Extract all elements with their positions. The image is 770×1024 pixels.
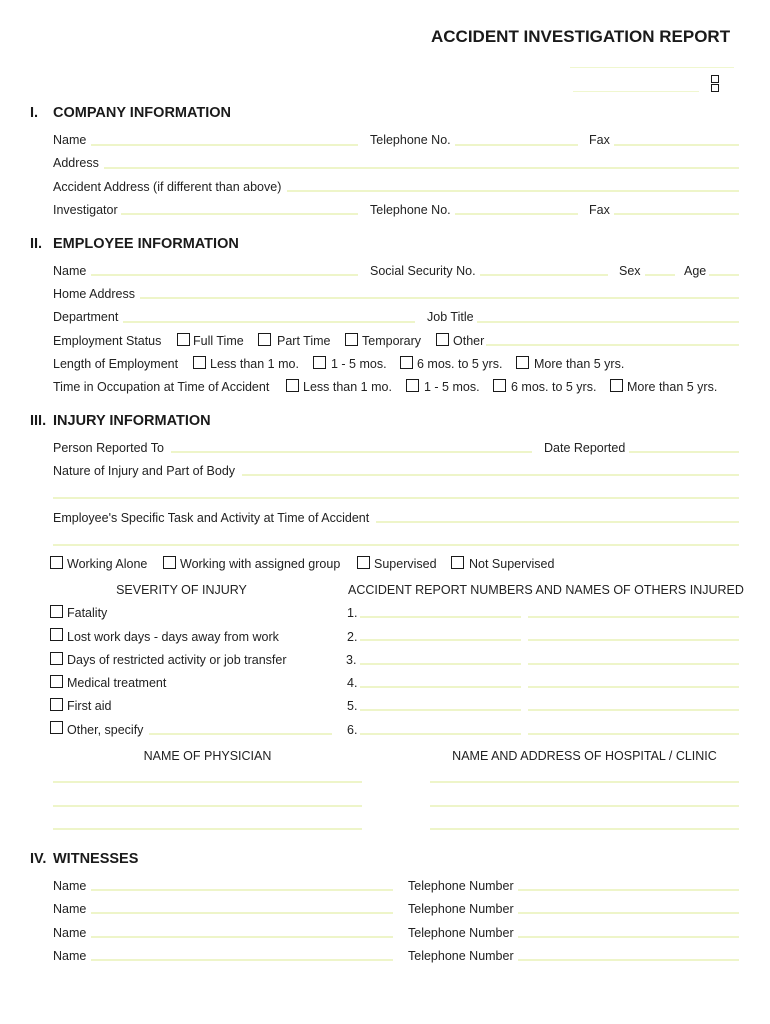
specific-task-field[interactable] [376,522,739,523]
witness-name-field-2[interactable] [91,913,393,914]
severity-heading: SEVERITY OF INJURY [116,583,247,597]
accident-address-field[interactable] [287,191,739,192]
row-number: 5. [347,699,358,713]
option-other: Other [453,334,485,348]
checkbox-part-time[interactable] [258,333,271,346]
witness-phone-field-2[interactable] [518,913,739,914]
report-number-field-2[interactable] [360,640,521,641]
company-fax-label: Fax [589,133,610,147]
option-occupation-less-1mo: Less than 1 mo. [303,380,392,394]
specific-task-label: Employee's Specific Task and Activity at Time of Accident [53,511,370,525]
company-fax-field[interactable] [614,145,739,146]
severity-restricted-activity: Days of restricted activity or job transfer [67,653,287,667]
employee-name-field[interactable] [91,275,358,276]
checkbox-length-1-5mos[interactable] [313,356,326,369]
age-field[interactable] [709,275,739,276]
option-occupation-6mo-5yr: 6 mos. to 5 yrs. [511,380,597,394]
company-name-label: Name [53,133,87,147]
checkbox-occupation-less-1mo[interactable] [286,379,299,392]
report-number-field-4[interactable] [360,687,521,688]
witness-phone-label: Telephone Number [408,902,514,916]
investigator-fax-field[interactable] [614,214,739,215]
severity-lost-work-days: Lost work days - days away from work [67,630,279,644]
other-status-field[interactable] [486,345,739,346]
job-title-label: Job Title [427,310,474,324]
witness-phone-field-3[interactable] [518,937,739,938]
severity-fatality: Fatality [67,606,108,620]
report-number-field-5[interactable] [360,710,521,711]
section-number: II. [30,236,43,252]
ssn-label: Social Security No. [370,264,476,278]
person-reported-label: Person Reported To [53,441,164,455]
witness-name-label: Name [53,902,87,916]
job-title-field[interactable] [477,322,739,323]
section-heading: WITNESSES [53,851,139,867]
company-name-field[interactable] [91,145,358,146]
checkbox-medical-treatment[interactable] [50,675,63,688]
person-reported-field[interactable] [171,452,532,453]
option-occupation-more-5yr: More than 5 yrs. [627,380,718,394]
header-checkbox-1[interactable] [711,75,719,83]
row-number: 3. [346,653,357,667]
investigator-label: Investigator [53,203,118,217]
report-number-field-3[interactable] [360,664,521,665]
length-of-employment-label: Length of Employment [53,357,179,371]
section-number: I. [30,105,39,121]
option-working-alone: Working Alone [67,557,148,571]
time-in-occupation-label: Time in Occupation at Time of Accident [53,380,270,394]
option-length-1-5mos: 1 - 5 mos. [331,357,387,371]
row-number: 1. [347,606,358,620]
option-part-time: Part Time [277,334,331,348]
department-field[interactable] [123,322,415,323]
company-address-field[interactable] [104,168,739,169]
injured-name-field-5[interactable] [528,710,739,711]
option-working-group: Working with assigned group [180,557,341,571]
injured-name-field-2[interactable] [528,640,739,641]
witness-phone-field-4[interactable] [518,960,739,961]
section-heading: INJURY INFORMATION [53,413,211,429]
option-occupation-1-5mos: 1 - 5 mos. [424,380,480,394]
age-label: Age [684,264,707,278]
injured-name-field-1[interactable] [528,617,739,618]
section-number: IV. [30,851,47,867]
checkbox-length-more-5yr[interactable] [516,356,529,369]
injured-name-field-4[interactable] [528,687,739,688]
checkbox-temporary[interactable] [345,333,358,346]
checkbox-other[interactable] [436,333,449,346]
checkbox-working-alone[interactable] [50,556,63,569]
checkbox-fatality[interactable] [50,605,63,618]
witness-name-label: Name [53,879,87,893]
injured-name-field-3[interactable] [528,664,739,665]
witness-phone-label: Telephone Number [408,879,514,893]
witness-name-label: Name [53,926,87,940]
other-specify-field[interactable] [149,734,332,735]
physician-field-3[interactable] [53,829,362,830]
option-length-6mo-5yr: 6 mos. to 5 yrs. [417,357,503,371]
checkbox-first-aid[interactable] [50,698,63,711]
date-reported-label: Date Reported [544,441,626,455]
company-telephone-label: Telephone No. [370,133,451,147]
witness-name-field-1[interactable] [91,890,393,891]
hospital-heading: NAME AND ADDRESS OF HOSPITAL / CLINIC [452,749,717,763]
nature-of-injury-field[interactable] [242,475,739,476]
severity-first-aid: First aid [67,699,112,713]
date-reported-field[interactable] [629,452,739,453]
checkbox-restricted-activity[interactable] [50,652,63,665]
checkbox-full-time[interactable] [177,333,190,346]
section-heading: COMPANY INFORMATION [53,105,232,121]
ssn-field[interactable] [480,275,608,276]
investigator-telephone-label: Telephone No. [370,203,451,217]
sex-field[interactable] [645,275,675,276]
specific-task-field-2[interactable] [53,545,739,546]
witness-phone-field-1[interactable] [518,890,739,891]
home-address-label: Home Address [53,287,135,301]
investigator-fax-label: Fax [589,203,610,217]
row-number: 4. [347,676,358,690]
severity-other-specify: Other, specify [67,723,144,737]
hospital-field-3[interactable] [430,829,739,830]
checkbox-supervised[interactable] [357,556,370,569]
injured-name-field-6[interactable] [528,734,739,735]
report-title: ACCIDENT INVESTIGATION REPORT [431,27,731,46]
checkbox-occupation-more-5yr[interactable] [610,379,623,392]
section-number: III. [30,413,47,429]
nature-of-injury-label: Nature of Injury and Part of Body [53,464,236,478]
header-field-1[interactable] [570,67,734,68]
department-label: Department [53,310,119,324]
section-heading: EMPLOYEE INFORMATION [53,236,239,252]
home-address-field[interactable] [140,298,739,299]
option-length-less-1mo: Less than 1 mo. [210,357,299,371]
hospital-field-1[interactable] [430,782,739,783]
checkbox-not-supervised[interactable] [451,556,464,569]
others-injured-heading: ACCIDENT REPORT NUMBERS AND NAMES OF OTHERS INJURED [348,583,744,597]
company-address-label: Address [53,156,99,170]
physician-field-1[interactable] [53,782,362,783]
investigator-telephone-field[interactable] [455,214,578,215]
severity-medical-treatment: Medical treatment [67,676,167,690]
checkbox-occupation-6mo-5yr[interactable] [493,379,506,392]
witness-name-label: Name [53,949,87,963]
physician-heading: NAME OF PHYSICIAN [143,749,272,763]
witness-name-field-4[interactable] [91,960,393,961]
sex-label: Sex [619,264,641,278]
option-temporary: Temporary [362,334,422,348]
checkbox-working-group[interactable] [163,556,176,569]
option-length-more-5yr: More than 5 yrs. [534,357,625,371]
checkbox-length-6mo-5yr[interactable] [400,356,413,369]
investigator-field[interactable] [121,214,358,215]
option-not-supervised: Not Supervised [469,557,555,571]
witness-name-field-3[interactable] [91,937,393,938]
row-number: 6. [347,723,358,737]
nature-of-injury-field-2[interactable] [53,498,739,499]
witness-phone-label: Telephone Number [408,949,514,963]
checkbox-other-specify[interactable] [50,721,63,734]
hospital-field-2[interactable] [430,806,739,807]
option-supervised: Supervised [374,557,437,571]
checkbox-length-less-1mo[interactable] [193,356,206,369]
row-number: 2. [347,630,358,644]
option-full-time: Full Time [193,334,244,348]
report-number-field-6[interactable] [360,734,521,735]
checkbox-occupation-1-5mos[interactable] [406,379,419,392]
header-field-2[interactable] [573,91,699,92]
checkbox-lost-work-days[interactable] [50,628,63,641]
report-number-field-1[interactable] [360,617,521,618]
physician-field-2[interactable] [53,806,362,807]
employee-name-label: Name [53,264,87,278]
accident-address-label: Accident Address (if different than above) [53,180,282,194]
header-checkbox-2[interactable] [711,84,719,92]
employment-status-label: Employment Status [53,334,162,348]
company-telephone-field[interactable] [455,145,578,146]
witness-phone-label: Telephone Number [408,926,514,940]
